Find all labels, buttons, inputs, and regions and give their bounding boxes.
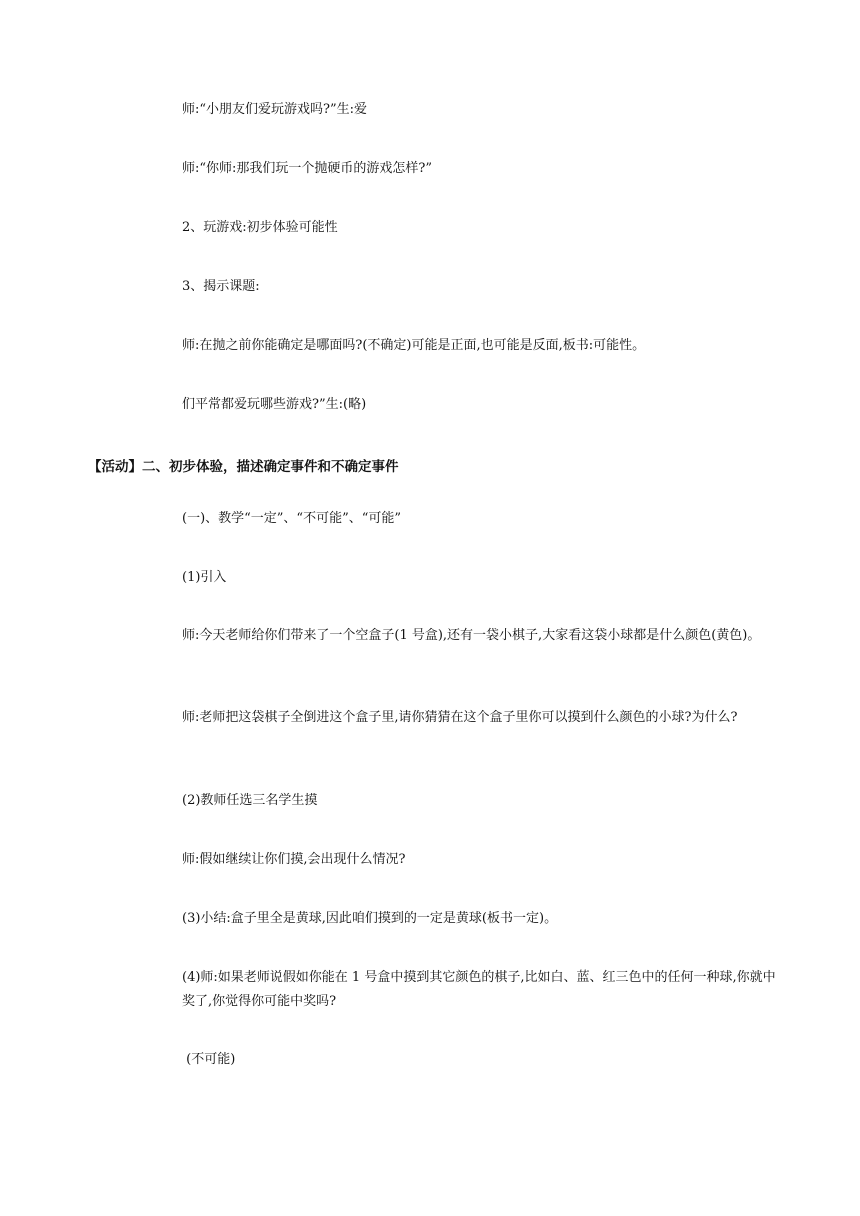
paragraph: (1)引入 — [182, 570, 227, 585]
paragraph: 师:假如继续让你们摸,会出现什么情况? — [182, 852, 406, 867]
paragraph: 2、玩游戏:初步体验可能性 — [182, 220, 338, 235]
paragraph: (3)小结:盒子里全是黄球,因此咱们摸到的一定是黄球(板书一定)。 — [182, 911, 558, 926]
paragraph: 师:“小朋友们爱玩游戏吗?”生:爱 — [182, 102, 368, 117]
paragraph: (不可能) — [182, 1052, 236, 1067]
paragraph: 师:“你师:那我们玩一个抛硬币的游戏怎样?” — [182, 161, 433, 176]
paragraph: 3、揭示课题: — [182, 279, 260, 294]
paragraph: 们平常都爱玩哪些游戏?”生:(略) — [182, 397, 367, 412]
paragraph: (2)教师任选三名学生摸 — [182, 793, 318, 808]
paragraph: 师:今天老师给你们带来了一个空盒子(1 号盒),还有一袋小棋子,大家看这袋小球都是什么颜色(黄色)。 — [182, 628, 761, 643]
section-heading: 【活动】二、初步体验，描述确定事件和不确定事件 — [88, 459, 399, 475]
paragraph: 师:在抛之前你能确定是哪面吗?(不确定)可能是正面,也可能是反面,板书:可能性。 — [182, 338, 646, 353]
paragraph: 师:老师把这袋棋子全倒进这个盒子里,请你猜猜在这个盒子里你可以摸到什么颜色的小球?为什么? — [182, 710, 738, 725]
paragraph: (一)、教学“一定”、“不可能”、“可能” — [182, 511, 402, 526]
paragraph: (4)师:如果老师说假如你能在 1 号盒中摸到其它颜色的棋子,比如白、蓝、红三色中的任何一种球,你就中奖了,你觉得你可能中奖吗? — [182, 970, 776, 1009]
